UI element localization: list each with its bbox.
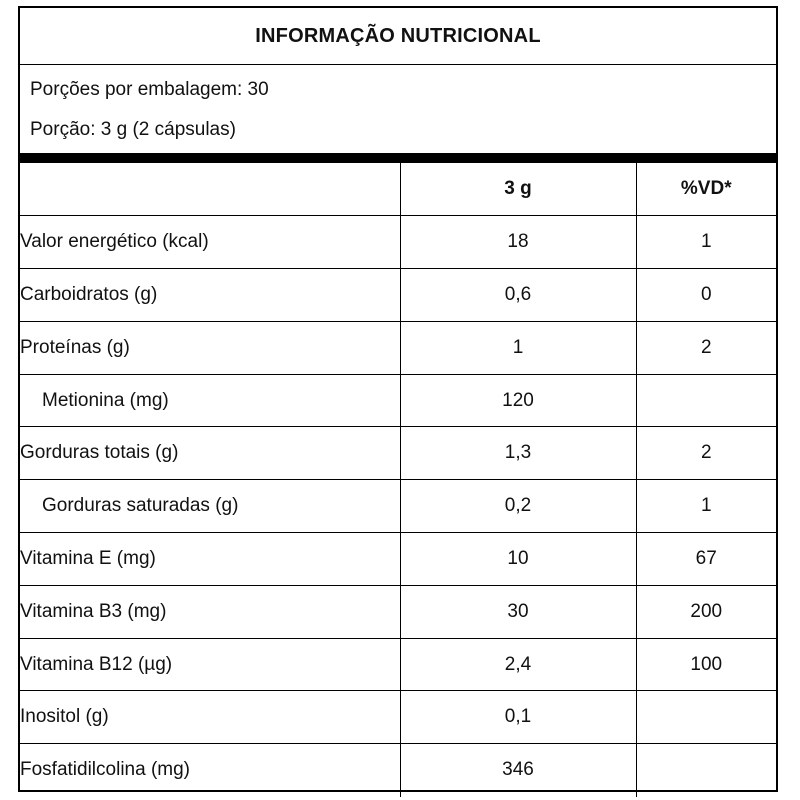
nutrient-quantity: 10 [400,533,636,586]
header-nutrient [20,163,400,216]
table-row [20,744,776,797]
nutrient-name: Gorduras saturadas (g) [20,480,400,533]
table-row [20,269,776,322]
nutrient-quantity: 2,4 [400,638,636,691]
servings-per-package: Porções por embalagem: 30 [30,79,269,100]
nutrient-name: Vitamina E (mg) [20,533,400,586]
nutrient-daily-value: 1 [636,480,776,533]
nutrient-quantity: 0,1 [400,691,636,744]
header-quantity: 3 g [400,163,636,216]
nutrient-name: Metionina (mg) [20,374,400,427]
header-daily-value: %VD* [636,163,776,216]
nutrient-daily-value: 2 [636,427,776,480]
nutrition-table [20,163,776,797]
table-row [20,533,776,586]
table-row [20,585,776,638]
nutrient-name: Inositol (g) [20,691,400,744]
table-header-row [20,163,776,216]
nutrient-quantity: 30 [400,585,636,638]
nutrient-quantity: 1,3 [400,427,636,480]
nutrient-name: Proteínas (g) [20,321,400,374]
nutrient-daily-value: 0 [636,269,776,322]
nutrient-quantity: 120 [400,374,636,427]
nutrient-name: Vitamina B3 (mg) [20,585,400,638]
nutrient-daily-value: 1 [636,216,776,269]
nutrient-quantity: 1 [400,321,636,374]
nutrient-name: Valor energético (kcal) [20,216,400,269]
table-row [20,691,776,744]
portion-size: Porção: 3 g (2 cápsulas) [30,119,236,140]
nutrition-facts-panel [18,6,778,792]
table-row [20,480,776,533]
table-row [20,427,776,480]
nutrient-daily-value: 67 [636,533,776,586]
nutrition-title: INFORMAÇÃO NUTRICIONAL [20,8,776,65]
nutrient-daily-value: 100 [636,638,776,691]
nutrient-daily-value: 200 [636,585,776,638]
table-row [20,374,776,427]
nutrient-name: Carboidratos (g) [20,269,400,322]
nutrient-name: Vitamina B12 (µg) [20,638,400,691]
nutrient-quantity: 18 [400,216,636,269]
table-row [20,321,776,374]
nutrient-daily-value [636,374,776,427]
nutrient-daily-value: 2 [636,321,776,374]
thick-divider [20,153,776,163]
nutrient-daily-value [636,744,776,797]
servings-info [20,65,776,153]
nutrient-name: Gorduras totais (g) [20,427,400,480]
nutrient-quantity: 0,6 [400,269,636,322]
nutrient-quantity: 346 [400,744,636,797]
nutrient-name: Fosfatidilcolina (mg) [20,744,400,797]
nutrient-daily-value [636,691,776,744]
table-row [20,638,776,691]
table-row [20,216,776,269]
nutrient-quantity: 0,2 [400,480,636,533]
